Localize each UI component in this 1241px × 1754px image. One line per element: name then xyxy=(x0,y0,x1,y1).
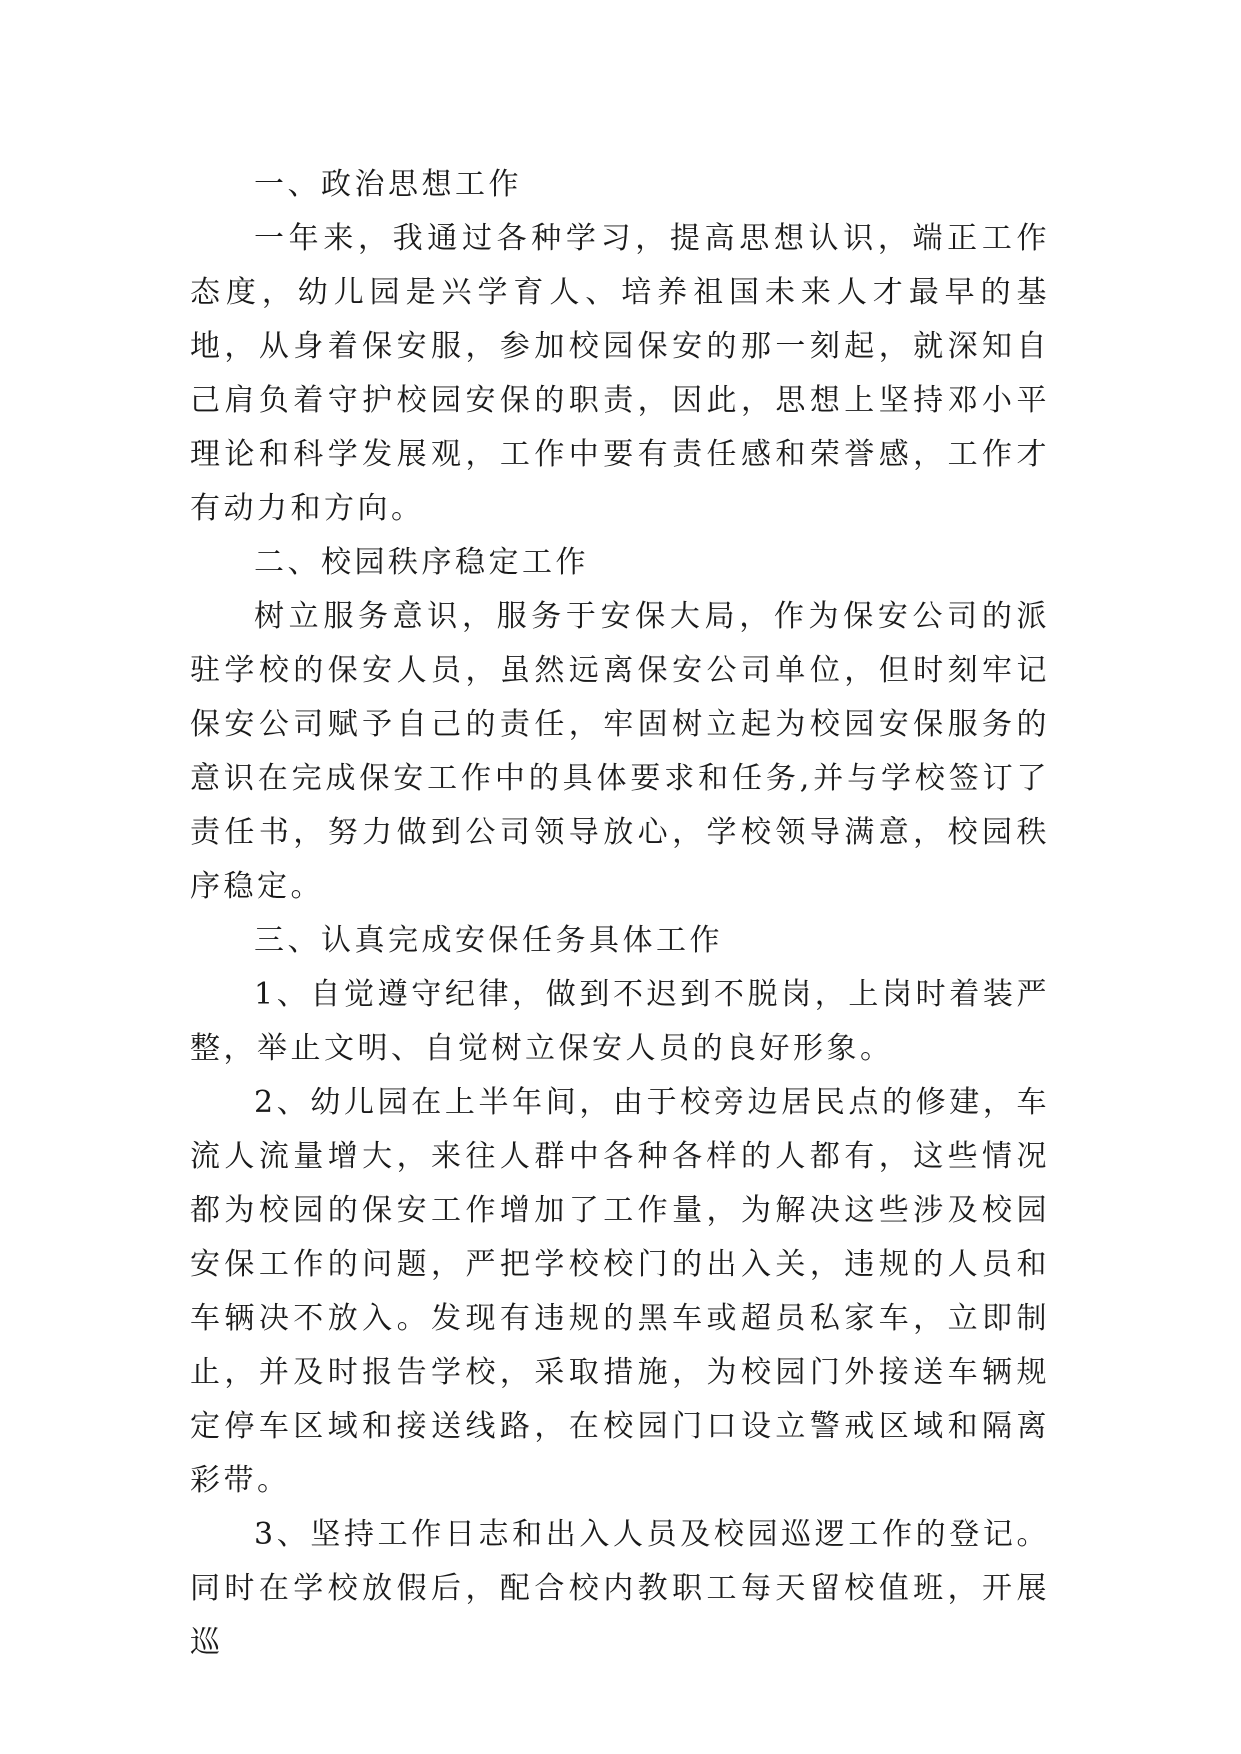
section1-paragraph: 一年来，我通过各种学习，提高思想认识，端正工作态度，幼儿园是兴学育人、培养祖国未来人才最早的基地，从身着保安服，参加校园保安的那一刻起，就深知自己肩负着守护校园安保的职责，因此，思想上坚持邓小平理论和科学发展观，工作中要有责任感和荣誉感，工作才有动力和方向。 xyxy=(190,221,1050,526)
list-item-1: 1、自觉遵守纪律，做到不迟到不脱岗，上岗时着装严整，举止文明、自觉树立保安人员的良好形象。 xyxy=(190,977,1050,1066)
document-page xyxy=(190,158,1050,1670)
list-item-2: 2、幼儿园在上半年间，由于校旁边居民点的修建，车流人流量增大，来往人群中各种各样的人都有，这些情况都为校园的保安工作增加了工作量，为解决这些涉及校园安保工作的问题，严把学校校门的出入关，违规的人员和车辆决不放入。发现有违规的黑车或超员私家车，立即制止，并及时报告学校，采取措施，为校园门外接送车辆规定停车区域和接送线路，在校园门口设立警戒区域和隔离彩带。 xyxy=(190,1085,1050,1498)
list-item-3: 3、坚持工作日志和出入人员及校园巡逻工作的登记。同时在学校放假后，配合校内教职工每天留校值班，开展巡 xyxy=(190,1517,1050,1660)
section2-paragraph: 树立服务意识，服务于安保大局，作为保安公司的派驻学校的保安人员，虽然远离保安公司单位，但时刻牢记保安公司赋予自己的责任，牢固树立起为校园安保服务的意识在完成保安工作中的具体要求和任务,并与学校签订了责任书，努力做到公司领导放心，学校领导满意，校园秩序稳定。 xyxy=(190,599,1050,904)
section3-heading: 三、认真完成安保任务具体工作 xyxy=(254,923,723,958)
section1-heading: 一、政治思想工作 xyxy=(254,167,522,202)
section2-heading: 二、校园秩序稳定工作 xyxy=(254,545,589,580)
